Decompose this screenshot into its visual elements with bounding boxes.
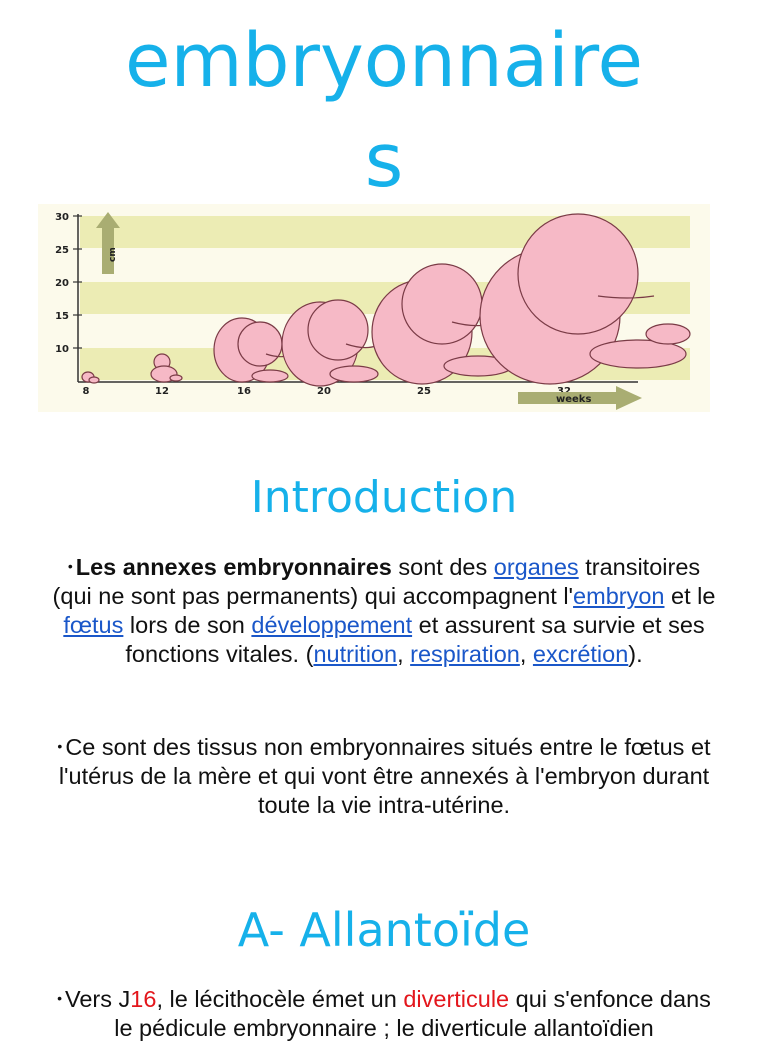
introduction-heading: Introduction (250, 472, 518, 523)
bullet-icon: • (67, 558, 73, 574)
introduction-paragraph-1 (52, 552, 716, 669)
text-segment: ). (628, 641, 643, 667)
text-segment: , (397, 641, 411, 667)
link-developpement[interactable]: développement (251, 612, 413, 638)
text-segment: Vers J (64, 986, 131, 1012)
term-annexes: Les annexes embryonnaires (75, 554, 392, 580)
introduction-paragraph-2 (52, 732, 716, 820)
y-tick-label: 25 (55, 245, 69, 256)
text-segment: , le lécithocèle émet un (156, 986, 404, 1012)
link-foetus[interactable]: fœtus (63, 612, 124, 638)
allantoide-paragraph-1 (52, 984, 716, 1043)
text-segment: Ce sont des tissus non embryonnaires situés entre le fœtus et l'utérus de la mère et qui vont être annexés à l'embryon durant toute la vie intra-utérine. (58, 734, 711, 818)
y-tick-label: 10 (55, 344, 69, 355)
text-segment: , (519, 641, 533, 667)
text-segment: et assurent sa survie et ses fonctions vitales. ( (125, 612, 705, 667)
y-unit-label: cm (108, 247, 118, 262)
x-tick-label: 12 (155, 386, 169, 397)
allantoide-heading: A- Allantoïde (237, 903, 531, 957)
bullet-icon: • (57, 990, 62, 1006)
page-title: embryonnaire (124, 18, 644, 104)
text-segment: lors de son (123, 612, 252, 638)
y-tick-label: 20 (55, 278, 69, 289)
x-tick-label: 32 (557, 386, 571, 397)
highlight-diverticule: diverticule (403, 986, 510, 1012)
x-tick-label: 25 (417, 386, 431, 397)
bullet-icon: • (57, 738, 63, 754)
fetus-week-16 (214, 318, 288, 382)
y-tick-label: 15 (55, 311, 69, 322)
link-organes[interactable]: organes (493, 554, 579, 580)
x-tick-label: 16 (237, 386, 251, 397)
x-tick-label: 20 (317, 386, 331, 397)
text-segment: transitoires (qui ne sont pas permanents) qui accompagnent l' (52, 554, 701, 609)
fetal-growth-illustration (38, 204, 710, 412)
text-segment: et le (664, 583, 716, 609)
y-tick-label: 30 (55, 212, 69, 223)
highlight-day: 16 (130, 986, 157, 1012)
x-unit-arrow (518, 386, 642, 410)
page-title-continued: s (364, 118, 404, 204)
link-nutrition[interactable]: nutrition (313, 641, 398, 667)
link-respiration[interactable]: respiration (410, 641, 520, 667)
link-embryon[interactable]: embryon (573, 583, 665, 609)
x-unit-label: weeks (556, 394, 592, 405)
text-segment: sont des (391, 554, 494, 580)
text-segment: qui s'enfonce dans le pédicule embryonnaire ; le diverticule allantoïdien (114, 986, 711, 1041)
x-tick-label: 8 (82, 386, 90, 397)
link-excretion[interactable]: excrétion (532, 641, 629, 667)
